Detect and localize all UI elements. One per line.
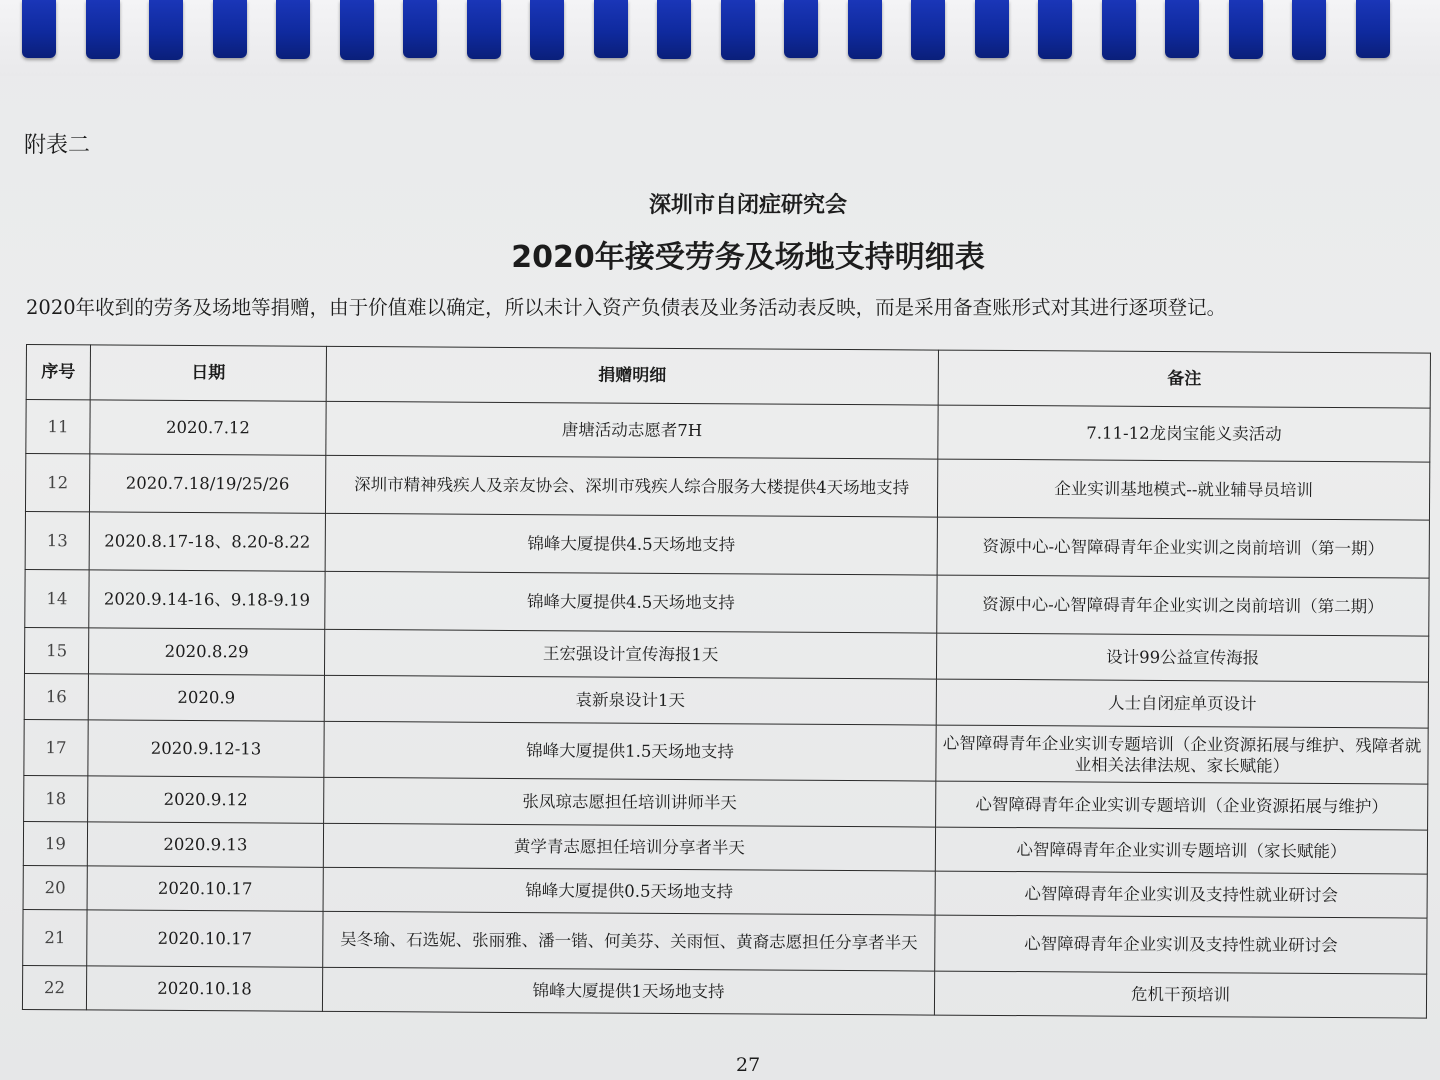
table-header-row [26,345,1430,409]
binding-coil [848,0,882,59]
row-note: 心智障碍青年企业实训专题培训（企业资源拓展与维护） [936,781,1428,830]
row-note: 人士自闭症单页设计 [936,679,1428,728]
binding-coil [213,0,247,58]
row-date: 2020.7.12 [90,400,326,455]
row-detail: 王宏强设计宣传海报1天 [324,629,936,679]
binding-coil [149,0,183,60]
row-date: 2020.8.29 [88,628,324,675]
row-detail: 吴冬瑜、石选妮、张丽雅、潘一锴、何美芬、关雨恒、黄裔志愿担任分享者半天 [323,911,935,971]
row-date: 2020.9.12 [88,776,324,823]
row-date: 2020.9.13 [87,822,323,867]
document-title: 2020年接受劳务及场地支持明细表 [511,240,985,275]
row-note: 企业实训基地模式--就业辅导员培训 [937,459,1429,520]
row-note: 资源中心-心智障碍青年企业实训之岗前培训（第二期） [937,575,1429,636]
intro-paragraph: 2020年收到的劳务及场地等捐赠，由于价值难以确定，所以未计入资产负债表及业务活动表反映，而是采用备查账形式对其进行逐项登记。 [26,296,1227,319]
row-note: 心智障碍青年企业实训专题培训（企业资源拓展与维护、残障者就业相关法律法规、家长赋能） [936,725,1428,784]
binding-coil [403,0,437,58]
binding-coil [340,0,374,60]
binding-coil [22,0,56,58]
row-date: 2020.9 [88,674,324,721]
donation-table [22,344,1431,1019]
row-date: 2020.9.14-16、9.18-9.19 [89,570,325,629]
binding-coil [1165,0,1199,58]
row-no: 11 [26,400,90,454]
row-detail: 锦峰大厦提供1.5天场地支持 [324,721,936,781]
row-note: 危机干预培训 [934,971,1426,1018]
table-row [22,965,1426,1018]
binding-coil [1356,0,1390,58]
row-no: 12 [25,454,89,512]
appendix-label: 附表二 [24,133,91,158]
row-note: 资源中心-心智障碍青年企业实训之岗前培训（第一期） [937,517,1429,578]
row-detail: 唐塘活动志愿者7H [326,401,938,459]
binding-coil [86,0,120,59]
binding-coil [276,0,310,59]
binding-coil [467,0,501,59]
binding-coil [1102,0,1136,60]
row-date: 2020.10.18 [86,966,322,1011]
binding-coil [975,0,1009,58]
row-note: 设计99公益宣传海报 [936,633,1428,682]
table-row [25,511,1429,578]
row-no: 13 [25,511,89,569]
page-number: 27 [736,1054,761,1076]
row-detail: 张凤琼志愿担任培训讲师半天 [324,777,936,827]
row-no: 21 [23,909,87,965]
table-row [24,719,1428,784]
row-no: 17 [24,719,88,775]
row-detail: 锦峰大厦提供4.5天场地支持 [325,571,937,633]
header-no: 序号 [26,345,90,400]
row-date: 2020.7.18/19/25/26 [89,454,325,513]
binding-coil [1229,0,1263,59]
row-date: 2020.10.17 [87,866,323,911]
row-note: 心智障碍青年企业实训及支持性就业研讨会 [935,915,1427,974]
row-no: 20 [23,865,87,909]
row-date: 2020.8.17-18、8.20-8.22 [89,512,325,571]
organization-name: 深圳市自闭症研究会 [648,193,847,218]
row-detail: 锦峰大厦提供0.5天场地支持 [323,867,935,915]
row-detail: 黄学青志愿担任培训分享者半天 [323,823,935,871]
binding-coil [657,0,691,59]
table-row [25,454,1429,521]
binding-coil [784,0,818,58]
binding-coil [721,0,755,60]
header-date: 日期 [90,345,326,401]
row-no: 15 [24,627,88,673]
row-date: 2020.10.17 [87,910,323,967]
row-detail: 深圳市精神残疾人及亲友协会、深圳市残疾人综合服务大楼提供4天场地支持 [325,455,937,517]
row-no: 22 [22,965,86,1009]
row-note: 心智障碍青年企业实训专题培训（家长赋能） [935,827,1427,874]
binding-coil [530,0,564,60]
row-no: 18 [24,775,88,821]
row-note: 7.11-12龙岗宝能义卖活动 [938,405,1430,462]
row-note: 心智障碍青年企业实训及支持性就业研讨会 [935,871,1427,918]
row-date: 2020.9.12-13 [88,720,324,777]
row-detail: 锦峰大厦提供4.5天场地支持 [325,513,937,575]
binding-coil [1038,0,1072,59]
row-no: 14 [25,569,89,627]
row-detail: 袁新泉设计1天 [324,675,936,725]
table-row [25,569,1429,636]
table-row [26,400,1430,463]
binding-coil [1292,0,1326,60]
binding-coil [594,0,628,58]
row-detail: 锦峰大厦提供1天场地支持 [322,967,934,1015]
row-no: 16 [24,673,88,719]
header-note: 备注 [938,350,1430,408]
binding-coil [911,0,945,60]
header-detail: 捐赠明细 [326,346,938,405]
spiral-binding [0,0,1440,76]
row-no: 19 [23,821,87,865]
table-row [23,909,1427,974]
